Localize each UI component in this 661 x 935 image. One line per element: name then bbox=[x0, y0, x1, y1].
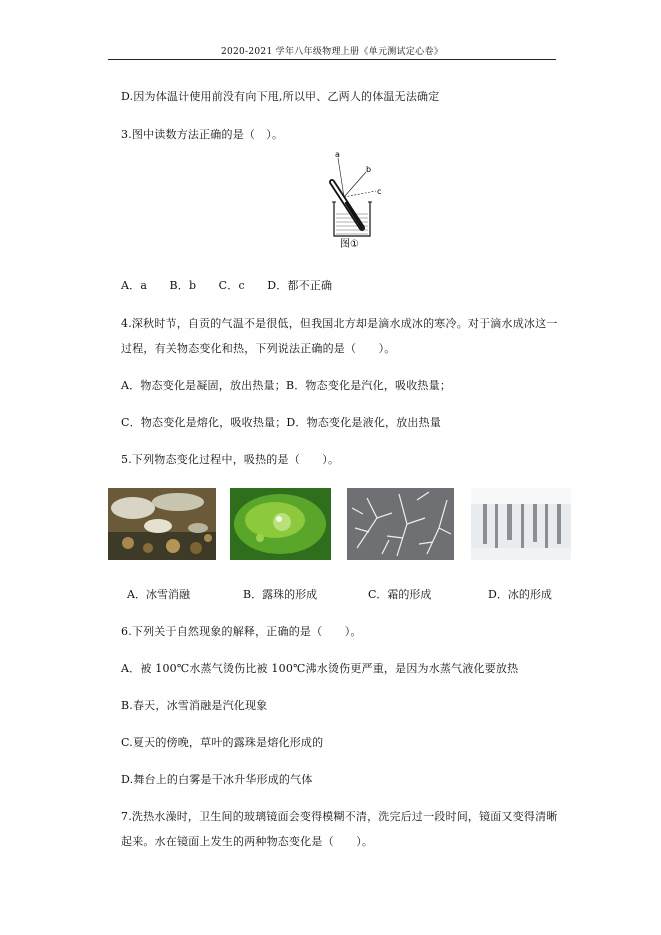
q3-options: A．a B．b C．c D．都不正确 bbox=[121, 279, 333, 292]
sightline-a-label: a bbox=[335, 150, 340, 159]
q6-option-d: D.舞台上的白雾是干冰升华形成的气体 bbox=[121, 773, 313, 786]
q7-stem-line1: 7.洗热水澡时，卫生间的玻璃镜面会变得模糊不清，洗完后过一段时间，镜面又变得清晰 bbox=[121, 810, 558, 823]
q6-option-c: C.夏天的傍晚，草叶的露珠是熔化形成的 bbox=[121, 736, 324, 749]
ice-photo bbox=[471, 488, 571, 560]
figure-caption: 图① bbox=[340, 239, 359, 250]
header-divider bbox=[108, 59, 556, 60]
q5-option-a: A．冰雪消融 bbox=[127, 588, 190, 601]
q7-stem-line2: 起来。水在镜面上发生的两种物态变化是（ ）。 bbox=[121, 835, 374, 848]
q5-stem: 5.下列物态变化过程中，吸热的是（ ）。 bbox=[121, 453, 340, 466]
q3-stem: 3.图中读数方法正确的是（ ）。 bbox=[121, 128, 284, 141]
frost-photo bbox=[347, 488, 454, 560]
q4-stem-line2: 过程，有关物态变化和热，下列说法正确的是（ ）。 bbox=[121, 342, 396, 355]
thermometer-figure bbox=[322, 148, 392, 250]
page-header: 2020-2021 学年八年级物理上册《单元测试定心卷》 bbox=[220, 47, 444, 57]
q6-option-b: B.春天，冰雪消融是汽化现象 bbox=[121, 699, 268, 712]
q5-option-b: B．露珠的形成 bbox=[243, 588, 318, 601]
q4-stem-line1: 4.深秋时节，自贡的气温不是很低，但我国北方却是滴水成冰的寒冷。对于滴水成冰这一 bbox=[121, 317, 558, 330]
melting-ice-photo bbox=[108, 488, 216, 560]
q6-stem: 6.下列关于自然现象的解释，正确的是（ ）。 bbox=[121, 625, 362, 638]
q5-option-d: D．冰的形成 bbox=[488, 588, 552, 601]
sightline-b-label: b bbox=[366, 165, 372, 174]
q4-options-cd: C．物态变化是熔化，吸收热量；D．物态变化是液化，放出热量 bbox=[121, 416, 442, 429]
q5-option-c: C．霜的形成 bbox=[368, 588, 432, 601]
dew-drop-photo bbox=[230, 488, 331, 560]
q4-options-ab: A．物态变化是凝固，放出热量；B．物态变化是汽化，吸收热量； bbox=[121, 379, 452, 392]
sightline-c-label: c bbox=[377, 187, 382, 196]
q2-option-d: D.因为体温计使用前没有向下甩,所以甲、乙两人的体温无法确定 bbox=[121, 90, 440, 103]
q6-option-a: A．被 100℃水蒸气烫伤比被 100℃沸水烫伤更严重，是因为水蒸气液化要放热 bbox=[121, 662, 519, 675]
thermometer-diagram bbox=[322, 148, 392, 250]
